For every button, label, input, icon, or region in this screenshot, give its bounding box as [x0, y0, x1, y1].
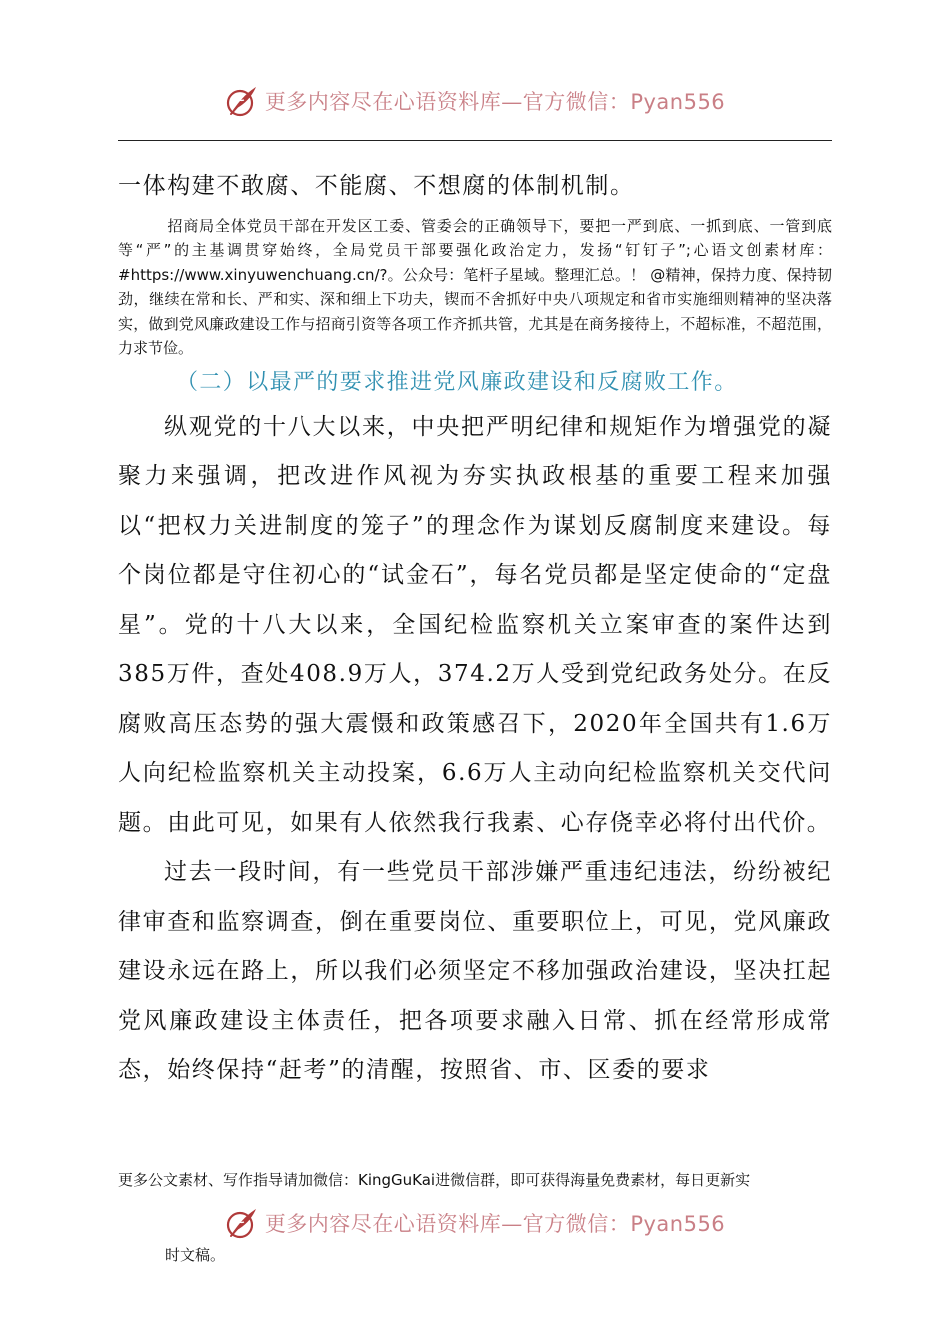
header-brand-id: Pyan556	[630, 90, 726, 114]
header-brand-text: 更多内容尽在心语资料库—官方微信：Pyan556	[264, 90, 726, 114]
small-paragraph: 招商局全体党员干部在开发区工委、管委会的正确领导下，要把一严到底、一抓到底、一管到底等“严”的主基调贯穿始终，全局党员干部要强化政治定力，发扬“钉钉子”;心语文创素材库：#https://www.xinyuwenchuang.cn/?。公众号：笔杆子星域。整理汇总。！ @精神，保持力度、保持韧劲，继续在常和长、严和实、深和细上下功夫，锲而不舍抓好中央八项规定和省市实施细则精神的坚决落实，做到党风廉政建设工作与招商引资等各项工作齐抓共管，尤其是在商务接待上，不超标准，不超范围，力求节俭。	[118, 216, 832, 357]
feather-pen-icon	[225, 1206, 259, 1240]
footer-brand	[0, 1206, 950, 1245]
document-body	[118, 162, 832, 1096]
footer-tail-text: 时文稿。	[165, 1246, 226, 1264]
header-divider	[118, 140, 832, 141]
section-subheading: （二）以最严的要求推进党风廉政建设和反腐败工作。	[176, 369, 738, 395]
footer-brand-id: Pyan556	[630, 1212, 726, 1236]
body-paragraph-2: 过去一段时间，有一些党员干部涉嫌严重违纪违法，纷纷被纪律审查和监察调查，倒在重要岗位、重要职位上，可见，党风廉政建设永远在路上，所以我们必须坚定不移加强政治建设，坚决扛起党风廉政建设主体责任，把各项要求融入日常、抓在经常形成常态，始终保持“赶考”的清醒，按照省、市、区委的要求	[118, 859, 832, 1083]
feather-pen-icon	[225, 84, 259, 118]
body-paragraph-1: 纵观党的十八大以来，中央把严明纪律和规矩作为增强党的凝聚力来强调，把改进作风视为夯实执政根基的重要工程来加强以“把权力关进制度的笼子”的理念作为谋划反腐制度来建设。每个岗位都是守住初心的“试金石”，每名党员都是坚定使命的“定盘星”。党的十八大以来，全国纪检监察机关立案审查的案件达到385万件，查处408.9万人，374.2万人受到党纪政务处分。在反腐败高压态势的强大震慑和政策感召下，2020年全国共有1.6万人向纪检监察机关主动投案，6.6万人主动向纪检监察机关交代问题。由此可见，如果有人依然我行我素、心存侥幸必将付出代价。	[118, 413, 832, 836]
header-brand	[225, 84, 725, 118]
footer-brand-text: 更多内容尽在心语资料库—官方微信：Pyan556	[264, 1212, 726, 1236]
body-line-top: 一体构建不敢腐、不能腐、不想腐的体制机制。	[118, 173, 635, 199]
footer-promo-text: 更多公文素材、写作指导请加微信：KingGuKai进微信群，即可获得海量免费素材，每日更新实	[118, 1171, 751, 1189]
page-header	[0, 84, 950, 124]
